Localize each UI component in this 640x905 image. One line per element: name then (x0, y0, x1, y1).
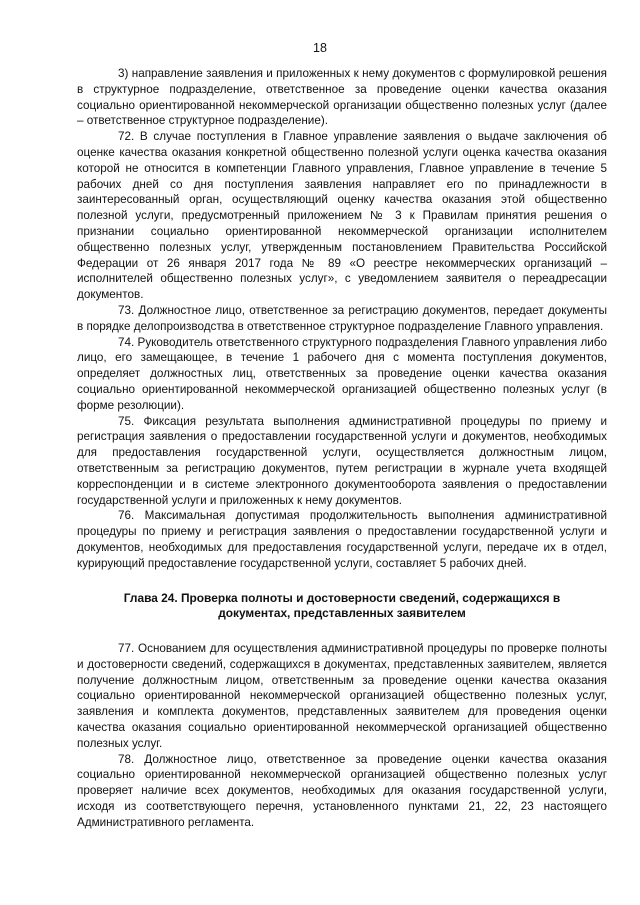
page-number: 18 (313, 41, 327, 55)
paragraph-74: 74. Руководитель ответственного структурного подразделения Главного управления либо лицо, его замещающее, в течение 1 рабочего дня с момента поступления документов, определяет должностных лиц, ответственных за проведение оценки качества оказания социально ориентированной некоммерческой организацией общественно полезных услуг (в форме резолюции). (77, 335, 607, 412)
paragraph-76: 76. Максимальная допустимая продолжительность выполнения административной процедуры по приему и регистрация заявления о предоставлении государственной услуги и документов, необходимых для предоставления государственной услуги, передаче их в отдел, курирующий предоставление государственной услуги, составляет 5 рабочих дней. (77, 509, 607, 570)
chapter-heading: Глава 24. Проверка полноты и достоверности сведений, содержащихся в документах, представленных заявителем (123, 590, 561, 621)
paragraph-78: 78. Должностное лицо, ответственное за проведение оценки качества оказания социально ориентированной некоммерческой организацией общественно полезных услуг проверяет наличие всех документов, необходимых для оказания государственной услуги, исходя из соответствующего перечня, установленного пунктами 21, 22, 23 настоящего Административного регламента. (77, 752, 607, 829)
document-body (77, 66, 607, 831)
paragraph-item-3: 3) направление заявления и приложенных к нему документов с формулировкой решения в структурное подразделение, ответственное за проведение оценки качества оказания социально ориентированной некоммерческой организации общественно полезных услуг (далее – ответственное структурное подразделение). (77, 67, 607, 128)
paragraph-75: 75. Фиксация результата выполнения административной процедуры по приему и регистрация заявления о предоставлении государственной услуги и документов, необходимых для предоставления государственной услуги, осуществляется должностным лицом, ответственным за регистрацию документов, путем регистрации в журнале учета входящей корреспонденции и в системе электронного документооборота заявления о предоставлении государственной услуги и приложенных к нему документов. (77, 414, 607, 507)
paragraph-73: 73. Должностное лицо, ответственное за регистрацию документов, передает документы в порядке делопроизводства в ответственное структурное подразделение Главного управления. (77, 303, 607, 333)
paragraph-77: 77. Основанием для осуществления административной процедуры по проверке полноты и достоверности сведений, содержащихся в документах, представленных заявителем, является получение должностным лицом, ответственным за проведение оценки качества оказания социально ориентированной некоммерческой организацией общественно полезных услуг, заявления и комплекта документов, представленных заявителем для проведения оценки качества оказания социально ориентированной некоммерческой организацией общественно полезных услуг. (77, 642, 607, 750)
paragraph-72: 72. В случае поступления в Главное управление заявления о выдаче заключения об оценке качества оказания конкретной общественно полезной услуги оценка качества оказания которой не относится в компетенции Главного управления, Главное управление в течение 5 рабочих дней со дня поступления заявления направляет его по принадлежности в заинтересованный орган, осуществляющий оценку качества оказания этой общественно полезной услуги, предусмотренный приложением № 3 к Правилам принятия решения о признании социально ориентированной некоммерческой организации исполнителем общественно полезных услуг, утвержденным постановлением Правительства Российской Федерации от 26 января 2017 года № 89 «О реестре некоммерческих организаций – исполнителей общественно полезных услуг», с уведомлением заявителя о переадресации документов. (77, 130, 607, 302)
